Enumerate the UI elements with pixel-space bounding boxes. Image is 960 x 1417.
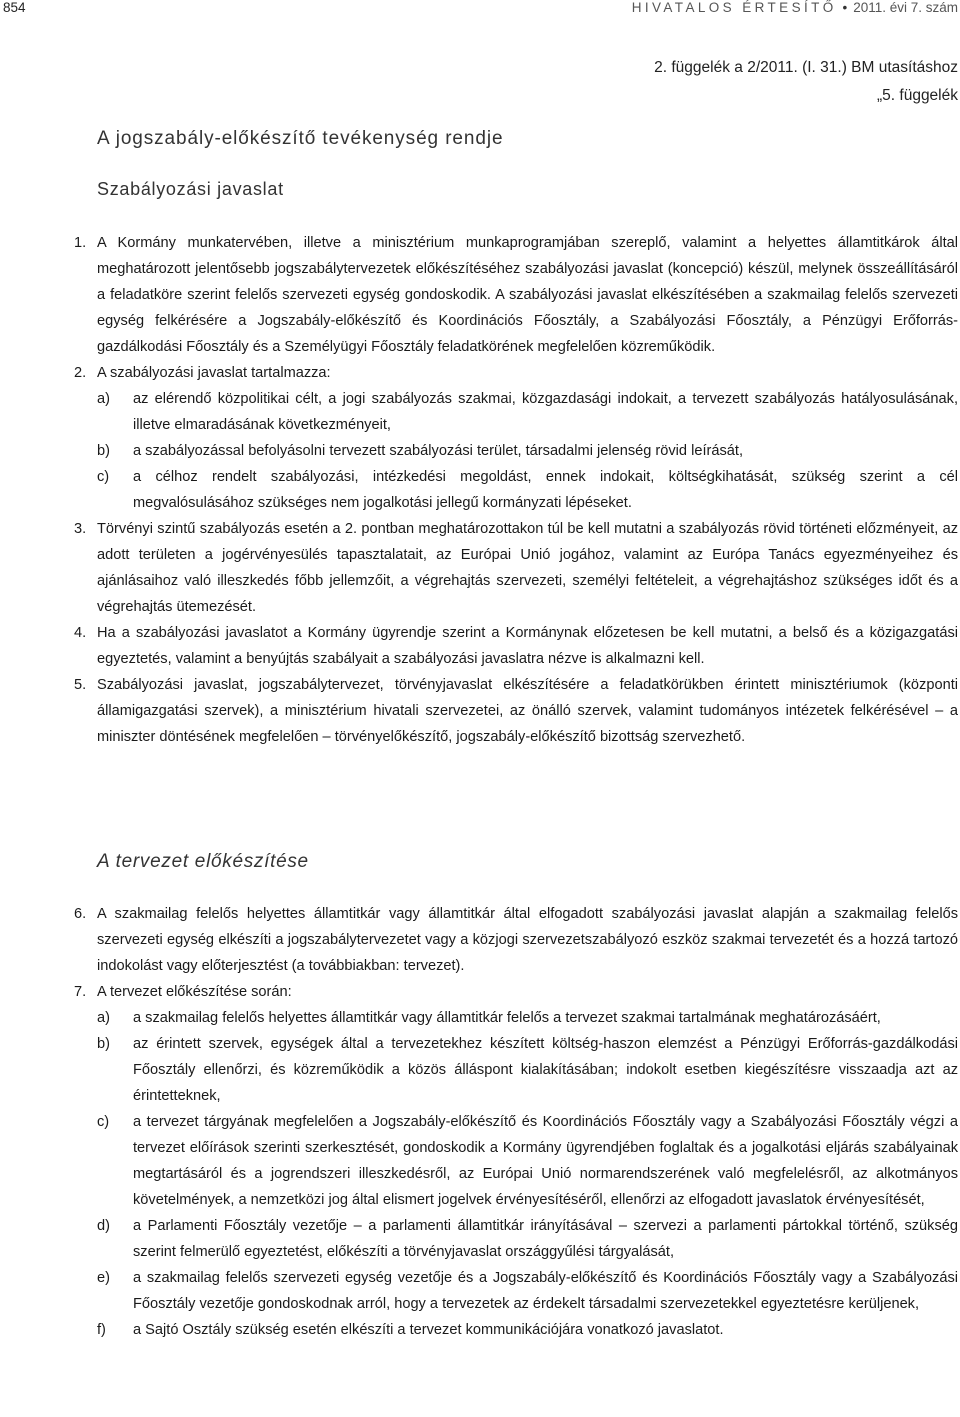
sub-item-2c bbox=[0, 464, 960, 516]
bullet-separator: • bbox=[842, 0, 848, 15]
sub-item-letter: b) bbox=[97, 1036, 110, 1052]
section-2-body bbox=[0, 901, 960, 1343]
sub-item-7a bbox=[0, 1005, 960, 1031]
section-1-body bbox=[0, 230, 960, 750]
paragraph-2 bbox=[0, 360, 960, 386]
paragraph-text: Szabályozási javaslat, jogszabálytervezet, törvényjavaslat elkészítésére a feladatkörükben érintett minisztériumok (központi államigazgatási szervek), a minisztérium hivatali szervezetei, az önálló szervek, valamint tudományos intézetek felkérésével – a miniszter döntésének megfelelően – törvényelőkészítő, jogszabály-előkészítő bizottság szervezhető. bbox=[97, 677, 958, 745]
sub-item-text: a szakmailag felelős szervezeti egység vezetője és a Jogszabály-előkészítő és Koordinációs Főosztály vagy a Szabályozási Főosztály vezetője gondoskodnak arról, hogy a tervezetek az érdekelt társadalmi szervezetekkel egyeztetésre kerüljenek, bbox=[133, 1270, 958, 1312]
sub-item-text: az elérendő közpolitikai célt, a jogi szabályozás szakmai, közgazdasági indokait, a tervezett szabályozás hatályosulásának, illetve elmaradásának következményeit, bbox=[133, 391, 958, 433]
journal-reference bbox=[632, 0, 958, 16]
paragraph-number: 1. bbox=[74, 235, 87, 251]
sub-item-text: a Parlamenti Főosztály vezetője – a parlamenti államtitkár irányításával – szervezi a parlamenti pártokkal történő, szükség szerint felmerülő egyeztetést, előkészíti a törvényjavaslat országgyűlési tárgyalását, bbox=[133, 1218, 958, 1260]
sub-item-7c bbox=[0, 1109, 960, 1213]
paragraph-1 bbox=[0, 230, 960, 360]
paragraph-text: A Kormány munkatervében, illetve a minisztérium munkaprogramjában szereplő, valamint a helyettes államtitkárok által meghatározott jelentősebb jogszabálytervezetek előkészítéséhez szabályozási javaslat (koncepció) készül, melynek összeállításáról a feladatköre szerint felelős szervezeti egység gondoskodik. A szabályozási javaslat elkészítésében a szakmailag felelős szervezeti egység felkérésére a Jogszabály-előkészítő és Koordinációs Főosztály, a Szabályozási Főosztály, a Pénzügyi Erőforrás-gazdálkodási Főosztály és a Személyügyi Főosztály feladatkörének megfelelően közreműködik. bbox=[97, 235, 958, 355]
sub-item-2a bbox=[0, 386, 960, 438]
appendix-line-2: „5. függelék bbox=[877, 87, 958, 104]
paragraph-text: Törvényi szintű szabályozás esetén a 2. pontban meghatározottakon túl be kell mutatni a szabályozás rövid történeti előzményeit, az adott területen a jogérvényesülés tapasztalatait, az Európai Unió jogához, valamint az Európa Tanács egyezményeihez és ajánlásaihoz való illeszkedés főbb jellemzőit, a végrehajtás szervezeti, személyi feltételeit, a végrehajtáshoz szükséges időt és a végrehajtás ütemezését. bbox=[97, 521, 958, 615]
paragraph-number: 6. bbox=[74, 906, 87, 922]
paragraph-6 bbox=[0, 901, 960, 979]
journal-name: HIVATALOS ÉRTESÍTŐ bbox=[631, 0, 837, 15]
sub-item-7e bbox=[0, 1265, 960, 1317]
sub-item-text: a szabályozással befolyásolni tervezett szabályozási terület, társadalmi jelenség rövid leírását, bbox=[133, 443, 744, 459]
journal-issue: 2011. évi 7. szám bbox=[853, 0, 958, 15]
paragraph-number: 7. bbox=[74, 984, 87, 1000]
sub-item-text: a tervezet tárgyának megfelelően a Jogszabály-előkészítő és Koordinációs Főosztály vagy a Szabályozási Főosztály végzi a tervezet előírások szerinti szerkesztését, gondoskodik a Kormány ügyrendjében foglaltak és a jogalkotási eljárás szabályainak megtartásáról és a jogrendszeri illeszkedésről, az Európai Unió normarendszerének való megfelelésről, az alkotmányos követelmények, a nemzetközi jog által elismert jogelvek érvényesítéséről, ellenőrzi az elfogadott javaslatok érvényesítését, bbox=[133, 1114, 958, 1208]
sub-item-letter: f) bbox=[97, 1322, 106, 1338]
sub-item-letter: a) bbox=[97, 391, 110, 407]
sub-item-7b bbox=[0, 1031, 960, 1109]
sub-item-letter: d) bbox=[97, 1218, 110, 1234]
sub-item-text: a szakmailag felelős helyettes államtitkár vagy államtitkár felelős a tervezet szakmai tartalmának meghatározásáért, bbox=[133, 1010, 881, 1026]
paragraph-text: A szabályozási javaslat tartalmazza: bbox=[97, 365, 331, 381]
paragraph-3 bbox=[0, 516, 960, 620]
appendix-reference bbox=[654, 54, 958, 110]
sub-item-text: az érintett szervek, egységek által a tervezetekhez készített költség-haszon elemzést a Pénzügyi Erőforrás-gazdálkodási Főosztály ellenőrzi, és közreműködik a közös álláspont kialakításában; indokolt esetben kiegészítésre visszaadja azt az érintetteknek, bbox=[133, 1036, 958, 1104]
paragraph-7 bbox=[0, 979, 960, 1005]
sub-item-letter: c) bbox=[97, 469, 110, 485]
sub-item-text: a Sajtó Osztály szükség esetén elkészíti a tervezet kommunikációjára vonatkozó javaslatot. bbox=[133, 1322, 724, 1338]
sub-item-letter: c) bbox=[97, 1114, 110, 1130]
running-header bbox=[0, 0, 960, 22]
sub-item-7f bbox=[0, 1317, 960, 1343]
paragraph-number: 2. bbox=[74, 365, 87, 381]
section-heading-a-tervezet-elokeszitese: A tervezet előkészítése bbox=[97, 851, 309, 872]
document-title: A jogszabály-előkészítő tevékenység rendje bbox=[97, 128, 504, 149]
sub-item-text: a célhoz rendelt szabályozási, intézkedési megoldást, ennek indokait, költségkihatását, szükség szerint a cél megvalósulásához szükséges nem jogalkotási jellegű kormányzati lépéseket. bbox=[133, 469, 958, 511]
paragraph-text: A szakmailag felelős helyettes államtitkár vagy államtitkár által elfogadott szabályozási javaslat alapján a szakmailag felelős szervezeti egység elkészíti a jogszabálytervezetet vagy a közjogi szervezetszabályozó eszköz szakmai tervezetét és a hozzá tartozó indokolást vagy előterjesztést (a továbbiakban: tervezet). bbox=[97, 906, 958, 974]
sub-item-2b bbox=[0, 438, 960, 464]
sub-item-letter: a) bbox=[97, 1010, 110, 1026]
paragraph-number: 5. bbox=[74, 677, 87, 693]
paragraph-4 bbox=[0, 620, 960, 672]
page-number: 854 bbox=[3, 0, 26, 15]
sub-item-letter: b) bbox=[97, 443, 110, 459]
section-heading-szabalyozasi-javaslat: Szabályozási javaslat bbox=[97, 179, 284, 199]
paragraph-text: Ha a szabályozási javaslatot a Kormány ügyrendje szerint a Kormánynak előzetesen be kell mutatni, a belső és a közigazgatási egyeztetés, valamint a benyújtás szabályait a szabályozási javaslatra nézve is alkalmazni kell. bbox=[97, 625, 958, 667]
paragraph-number: 4. bbox=[74, 625, 87, 641]
sub-item-letter: e) bbox=[97, 1270, 110, 1286]
paragraph-number: 3. bbox=[74, 521, 87, 537]
paragraph-5 bbox=[0, 672, 960, 750]
sub-item-7d bbox=[0, 1213, 960, 1265]
appendix-line-1: 2. függelék a 2/2011. (I. 31.) BM utasításhoz bbox=[654, 59, 958, 76]
paragraph-text: A tervezet előkészítése során: bbox=[97, 984, 292, 1000]
